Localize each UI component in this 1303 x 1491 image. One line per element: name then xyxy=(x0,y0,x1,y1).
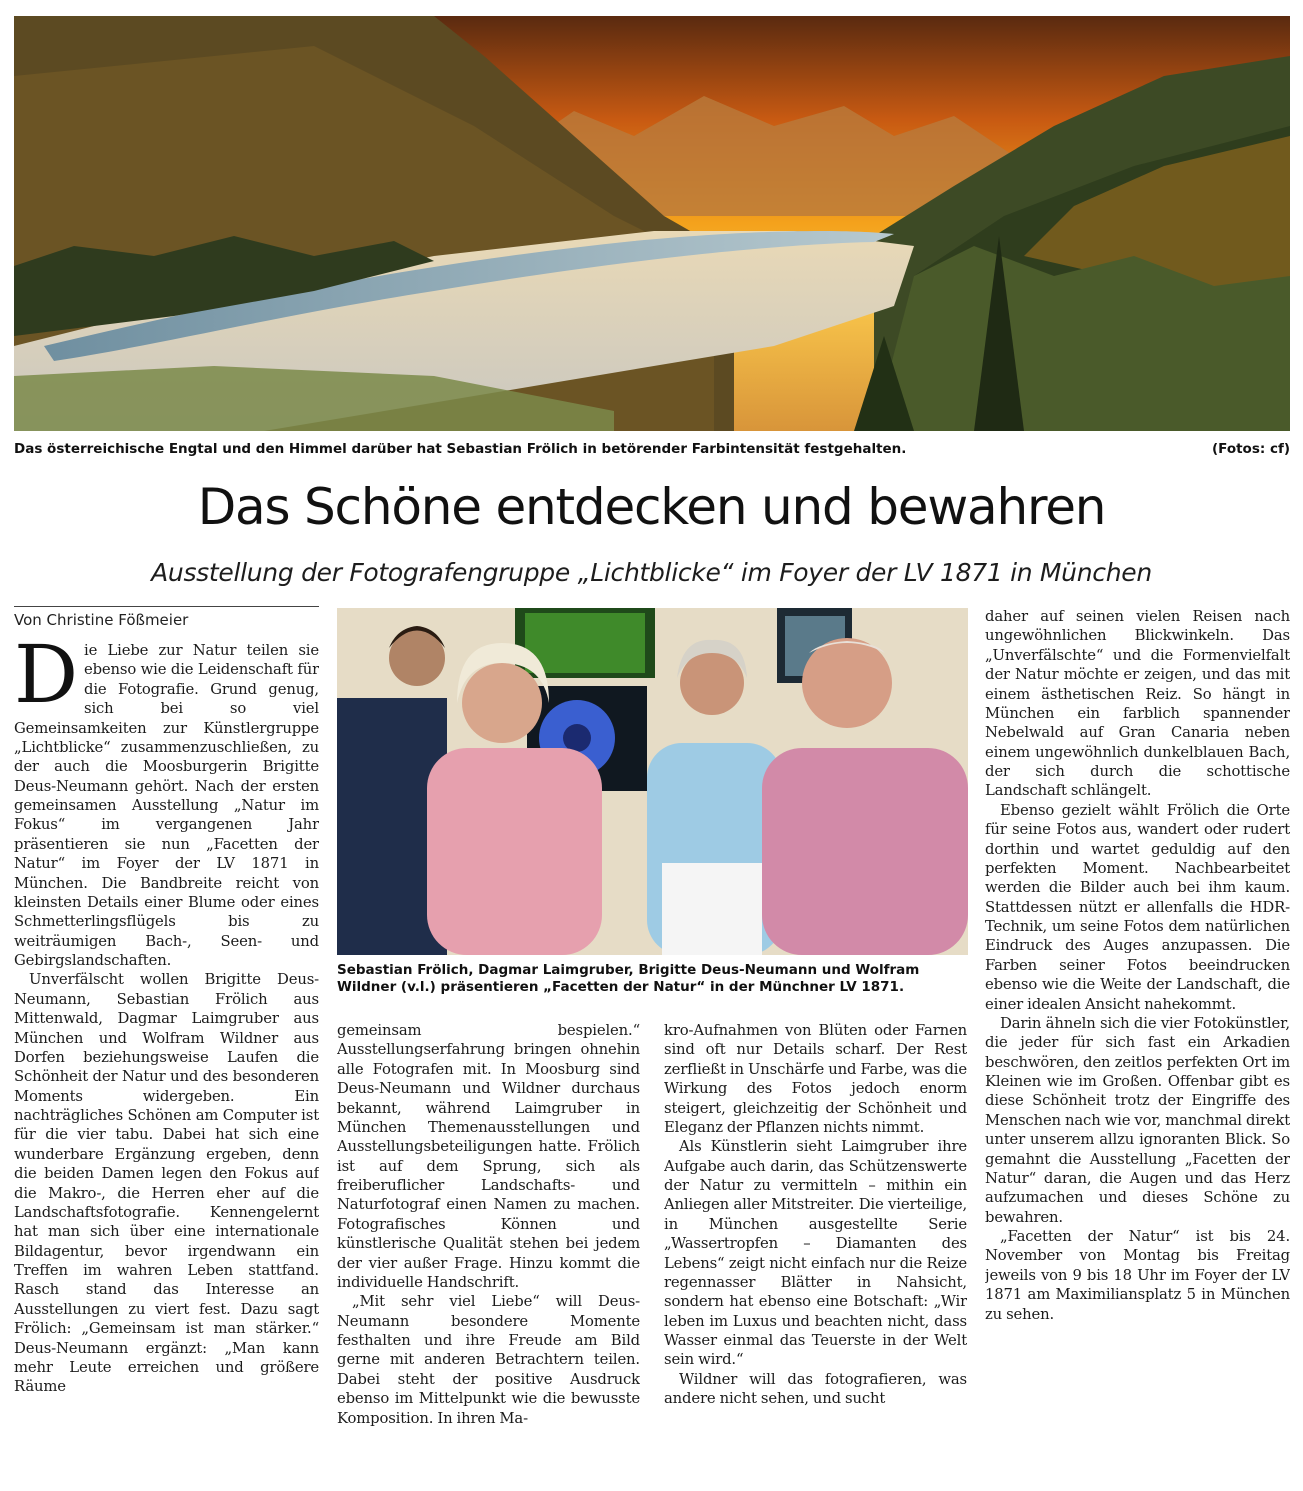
article-column-3 xyxy=(664,1021,967,1485)
paragraph: gemeinsam bespielen.“ Ausstellungserfahrung bringen ohnehin alle Fotografen mit. In Moosburg sind Deus-Neumann und Wildner durchaus bekannt, während Laimgruber in München Themenausstellungen und Ausstellungsbeteiligungen hatte. Frölich ist auf dem Sprung, sich als freiberuflicher Landschafts- und Naturfotograf einen Namen zu machen. Fotografisches Können und künstlerische Qualität stehen bei jedem der vier außer Frage. Hinzu kommt die individuelle Handschrift. xyxy=(337,1022,640,1291)
headline: Das Schöne entdecken und bewahren xyxy=(197,478,1106,536)
paragraph: daher auf seinen vielen Reisen nach ungewöhnlichen Blickwinkeln. Das „Unverfälschte“ und die Formenvielfalt der Natur möchte er zeigen, und das mit einem ästhetischen Reiz. So hängt in München ein farblich spannender Nebelwald auf Gran Canaria neben einem ungewöhnlich dunkelblauen Bach, der sich durch die schottische Landschaft schlängelt. xyxy=(985,608,1290,800)
paragraph: Darin ähneln sich die vier Fotokünstler, die jeder für sich fast ein Arkadien beschwören, den zeitlos perfekten Ort im Kleinen wie im Großen. Offenbar gibt es diese Schönheit trotz der Eingriffe des Menschen nach wie vor, manchmal direkt unter unserem allzu ignoranten Blick. So gemahnt die Ausstellung „Facetten der Natur“ daran, die Augen und das Herz aufzumachen und dieses Schöne zu bewahren. xyxy=(985,1014,1290,1226)
paragraph: Ebenso gezielt wählt Frölich die Orte für seine Fotos aus, wandert oder rudert dorthin und wartet geduldig auf den perfekten Moment. Nachbearbeitet werden die Bilder auch bei ihm kaum. Stattdessen nützt er allenfalls die HDR-Technik, um seine Fotos dem natürlichen Eindruck des Auges anzupassen. Die Farben seiner Fotos beeindrucken ebenso wie die Weite der Landschaft, die einer idealen Ansicht nahekommt. xyxy=(985,801,1290,1013)
photo-credit: (Fotos: cf) xyxy=(1211,441,1290,457)
article-column-1 xyxy=(14,641,319,1485)
paragraph: Unverfälscht wollen Brigitte Deus-Neumann, Sebastian Frölich aus Mittenwald, Dagmar Laimgruber aus München und Wolfram Wildner aus Dorfen beziehungsweise Laufen die Schönheit der Natur und des besonderen Moments widergeben. Ein nachträgliches Schönen am Computer ist für die vier tabu. Dabei hat sich eine wunderbare Ergänzung ergeben, denn die beiden Damen legen den Fokus auf die Makro-, die Herren eher auf die Landschaftsfotografie. Kennengelernt hat man sich über eine internationale Bildagentur, bevor irgendwann ein Treffen im wahren Leben stattfand. Rasch stand das Interesse an Ausstellungen zu viert fest. Dazu sagt Frölich: „Gemeinsam ist man stärker.“ Deus-Neumann ergänzt: „Man kann mehr Leute erreichen und größere Räume xyxy=(14,971,319,1396)
group-photo-caption: Sebastian Frölich, Dagmar Laimgruber, Brigitte Deus-Neumann und Wolfram Wildner (v.l.) präsentieren „Facetten der Natur“ in der Münchner LV 1871. xyxy=(337,962,920,995)
article-column-2 xyxy=(337,1021,640,1485)
group-photo xyxy=(337,608,968,955)
landscape-photo xyxy=(14,16,1290,431)
paragraph: „Mit sehr viel Liebe“ will Deus-Neumann besondere Momente festhalten und ihre Freude am Bild gerne mit anderen Betrachtern teilen. Dabei steht der positive Ausdruck ebenso im Mittelpunkt wie die bewusste Komposition. In ihren Ma- xyxy=(337,1293,640,1427)
paragraph: Die Liebe zur Natur teilen sie ebenso wie die Leidenschaft für die Fotografie. Grund genug, sich bei so viel Gemeinsamkeiten zur Künstlergruppe „Lichtblicke“ zusammenzuschließen, zu der auch die Moosburgerin Brigitte Deus-Neumann gehört. Nach der ersten gemeinsamen Ausstellung „Natur im Fokus“ im vergangenen Jahr präsentieren sie nun „Facetten der Natur“ im Foyer der LV 1871 in München. Die Bandbreite reicht von kleinsten Details einer Blume oder eines Schmetterlingsflügels bis zu weiträumigen Bach-, Seen- und Gebirgslandschaften. xyxy=(14,641,319,969)
photo-caption: Das österreichische Engtal und den Himmel darüber hat Sebastian Frölich in betörender Farbintensität festgehalten. xyxy=(14,441,907,457)
subheadline: Ausstellung der Fotografengruppe „Lichtblicke“ im Foyer der LV 1871 in München xyxy=(151,558,1152,587)
paragraph: kro-Aufnahmen von Blüten oder Farnen sind oft nur Details scharf. Der Rest zerfließt in Unschärfe und Farbe, was die Wirkung des Fotos jedoch enorm steigert, gleichzeitig der Schönheit und Eleganz der Pflanzen nichts nimmt. xyxy=(664,1022,967,1136)
byline: Von Christine Fößmeier xyxy=(14,611,189,629)
paragraph: Wildner will das fotografieren, was andere nicht sehen, und sucht xyxy=(664,1370,967,1408)
byline-divider xyxy=(14,606,319,607)
article-column-4 xyxy=(985,607,1290,1485)
paragraph: „Facetten der Natur“ ist bis 24. November von Montag bis Freitag jeweils von 9 bis 18 Uhr im Foyer der LV 1871 am Maximiliansplatz 5 in München zu sehen. xyxy=(985,1228,1290,1323)
drop-cap: D xyxy=(14,641,78,721)
paragraph: Als Künstlerin sieht Laimgruber ihre Aufgabe auch darin, das Schützenswerte der Natur zu vermitteln – mithin ein Anliegen aller Mitstreiter. Die vierteilige, in München ausgestellte Serie „Wassertropfen – Diamanten des Lebens“ zeigt nicht einfach nur die Reize regennasser Blätter in Nahsicht, sondern hat ebenso eine Botschaft: „Wir leben im Luxus und beachten nicht, dass Wasser einmal das Teuerste in der Welt sein wird.“ xyxy=(664,1138,967,1369)
